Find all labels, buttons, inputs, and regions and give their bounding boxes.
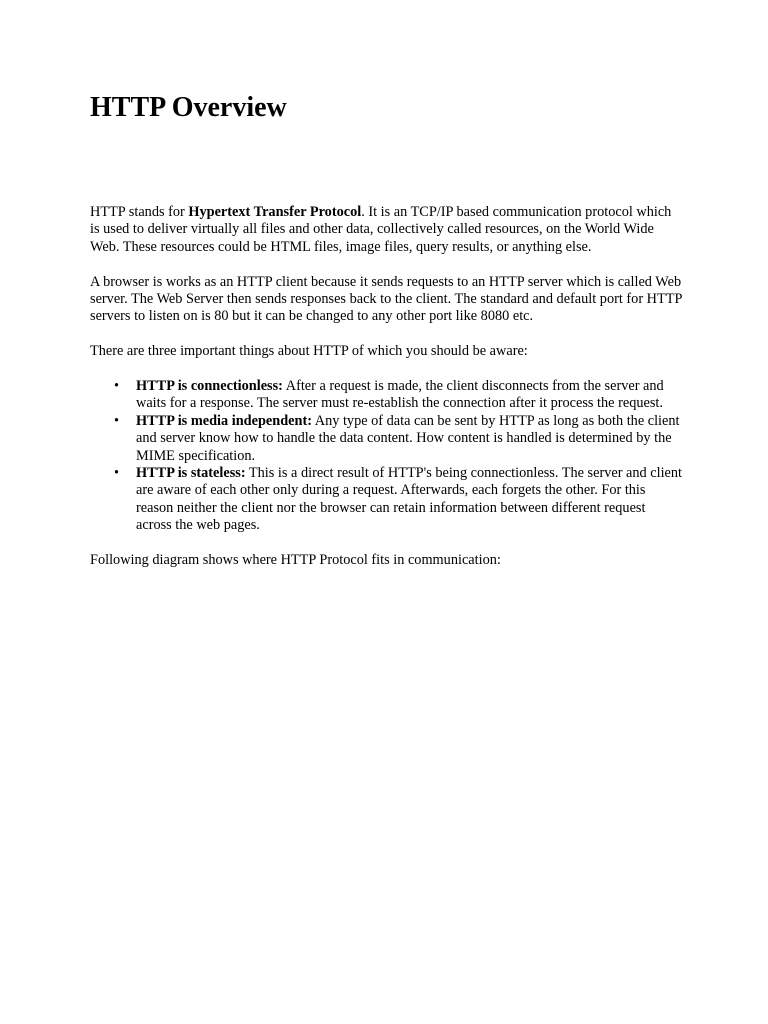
bullet-marker: •	[114, 465, 120, 482]
list-item-heading: HTTP is media independent:	[136, 412, 312, 429]
bullet-marker: •	[114, 378, 120, 395]
page-title: HTTP Overview	[90, 92, 287, 123]
protocol-name-bold: Hypertext Transfer Protocol	[188, 204, 362, 220]
client-server-paragraph: A browser is works as an HTTP client because it sends requests to an HTTP server which is called Web server. The Web Server then sends responses back to the client. The standard and default port for HTTP servers to listen on is 80 but it can be changed to any other port like 8080 etc.	[90, 273, 682, 325]
list-item-heading: HTTP is connectionless:	[136, 378, 283, 395]
document-body	[90, 204, 682, 569]
list-item-text: Any type of data can be sent by HTTP as long as both the client and server know how to handle the data content. How content is handled is determined by the MIME specification.	[136, 412, 680, 464]
aware-paragraph: There are three important things about HTTP of which you should be aware:	[90, 343, 528, 360]
bullet-marker: •	[114, 412, 120, 429]
list-item-stateless	[114, 465, 683, 535]
list-item-heading: HTTP is stateless:	[136, 465, 246, 482]
http-facts-list	[90, 378, 682, 535]
list-item-text: After a request is made, the client disconnects from the server and waits for a response. The server must re-establish the connection after it process the request.	[136, 378, 664, 412]
intro-text-prefix: HTTP stands for	[90, 204, 189, 220]
list-item-text: This is a direct result of HTTP's being connectionless. The server and client are aware of each other only during a request. Afterwards, each forgets the other. For this reason neither the client nor the browser can retain information between different request across the web pages.	[136, 465, 683, 534]
list-item-connectionless	[114, 378, 682, 413]
list-item-media-independent	[114, 412, 682, 465]
intro-paragraph	[90, 204, 682, 256]
diagram-intro-paragraph: Following diagram shows where HTTP Protocol fits in communication:	[90, 552, 501, 569]
intro-text-suffix: . It is an TCP/IP based communication protocol which is used to deliver virtually all files and other data, collectively called resources, on the World Wide Web. These resources could be HTML files, image files, query results, or anything else.	[90, 204, 672, 255]
